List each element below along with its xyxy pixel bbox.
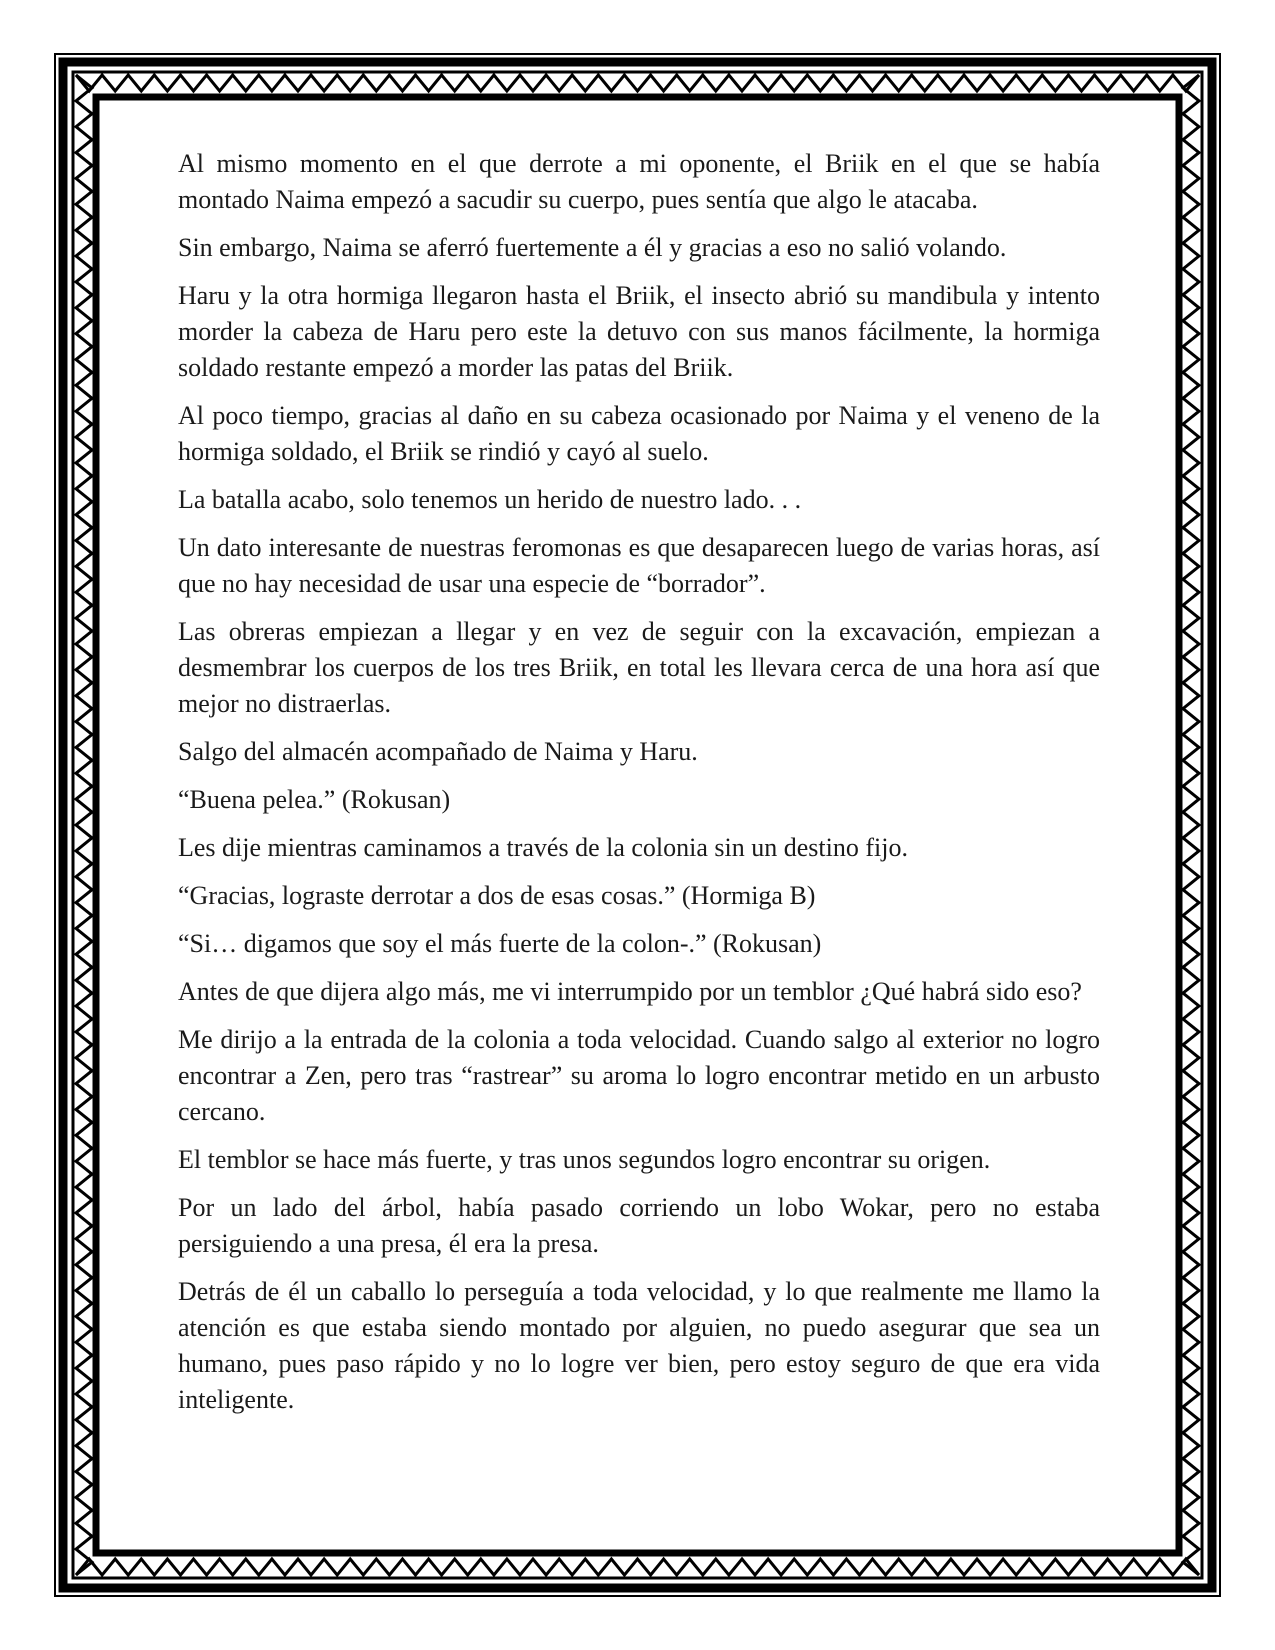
- paragraph: Las obreras empiezan a llegar y en vez de seguir con la excavación, empiezan a desmembrar los cuerpos de los tres Briik, en total les llevara cerca de una hora así que mejor no distraerlas.: [178, 617, 1100, 718]
- paragraph: Por un lado del árbol, había pasado corriendo un lobo Wokar, pero no estaba persiguiendo a una presa, él era la presa.: [178, 1193, 1100, 1258]
- paragraph: “Si… digamos que soy el más fuerte de la colon-.” (Rokusan): [178, 929, 822, 958]
- paragraph: Detrás de él un caballo lo perseguía a toda velocidad, y lo que realmente me llamo la atención es que estaba siendo montado por alguien, no puedo asegurar que sea un humano, pues paso rápido y no lo logre ver bien, pero estoy seguro de que era vida inteligente.: [178, 1277, 1100, 1414]
- paragraph: Al poco tiempo, gracias al daño en su cabeza ocasionado por Naima y el veneno de la hormiga soldado, el Briik se rindió y cayó al suelo.: [178, 401, 1100, 466]
- paragraph: Sin embargo, Naima se aferró fuertemente a él y gracias a eso no salió volando.: [178, 233, 1007, 262]
- paragraph: Antes de que dijera algo más, me vi interrumpido por un temblor ¿Qué habrá sido eso?: [178, 977, 1082, 1006]
- paragraph: Haru y la otra hormiga llegaron hasta el Briik, el insecto abrió su mandibula y intento morder la cabeza de Haru pero este la detuvo con sus manos fácilmente, la hormiga soldado restante empezó a morder las patas del Briik.: [178, 281, 1100, 382]
- paragraph: El temblor se hace más fuerte, y tras unos segundos logro encontrar su origen.: [178, 1145, 991, 1174]
- zigzag-edge: [76, 1559, 1199, 1575]
- zigzag-edge: [76, 75, 1199, 91]
- paragraph: Les dije mientras caminamos a través de la colonia sin un destino fijo.: [178, 833, 908, 862]
- zigzag-edge: [1183, 75, 1199, 1575]
- paragraph: La batalla acabo, solo tenemos un herido de nuestro lado. . .: [178, 485, 802, 514]
- paragraph: Un dato interesante de nuestras feromonas es que desaparecen luego de varias horas, así que no hay necesidad de usar una especie de “borrador”.: [178, 533, 1100, 598]
- body-text: [178, 146, 1100, 1430]
- paragraph: “Buena pelea.” (Rokusan): [178, 785, 451, 814]
- paragraph: Salgo del almacén acompañado de Naima y Haru.: [178, 737, 698, 766]
- zigzag-edge: [76, 75, 92, 1575]
- paragraph: “Gracias, lograste derrotar a dos de esas cosas.” (Hormiga B): [178, 881, 816, 910]
- paragraph: Me dirijo a la entrada de la colonia a toda velocidad. Cuando salgo al exterior no logro encontrar a Zen, pero tras “rastrear” su aroma lo logro encontrar metido en un arbusto cercano.: [178, 1025, 1100, 1126]
- paragraph: Al mismo momento en el que derrote a mi oponente, el Briik en el que se había montado Naima empezó a sacudir su cuerpo, pues sentía que algo le atacaba.: [178, 149, 1100, 214]
